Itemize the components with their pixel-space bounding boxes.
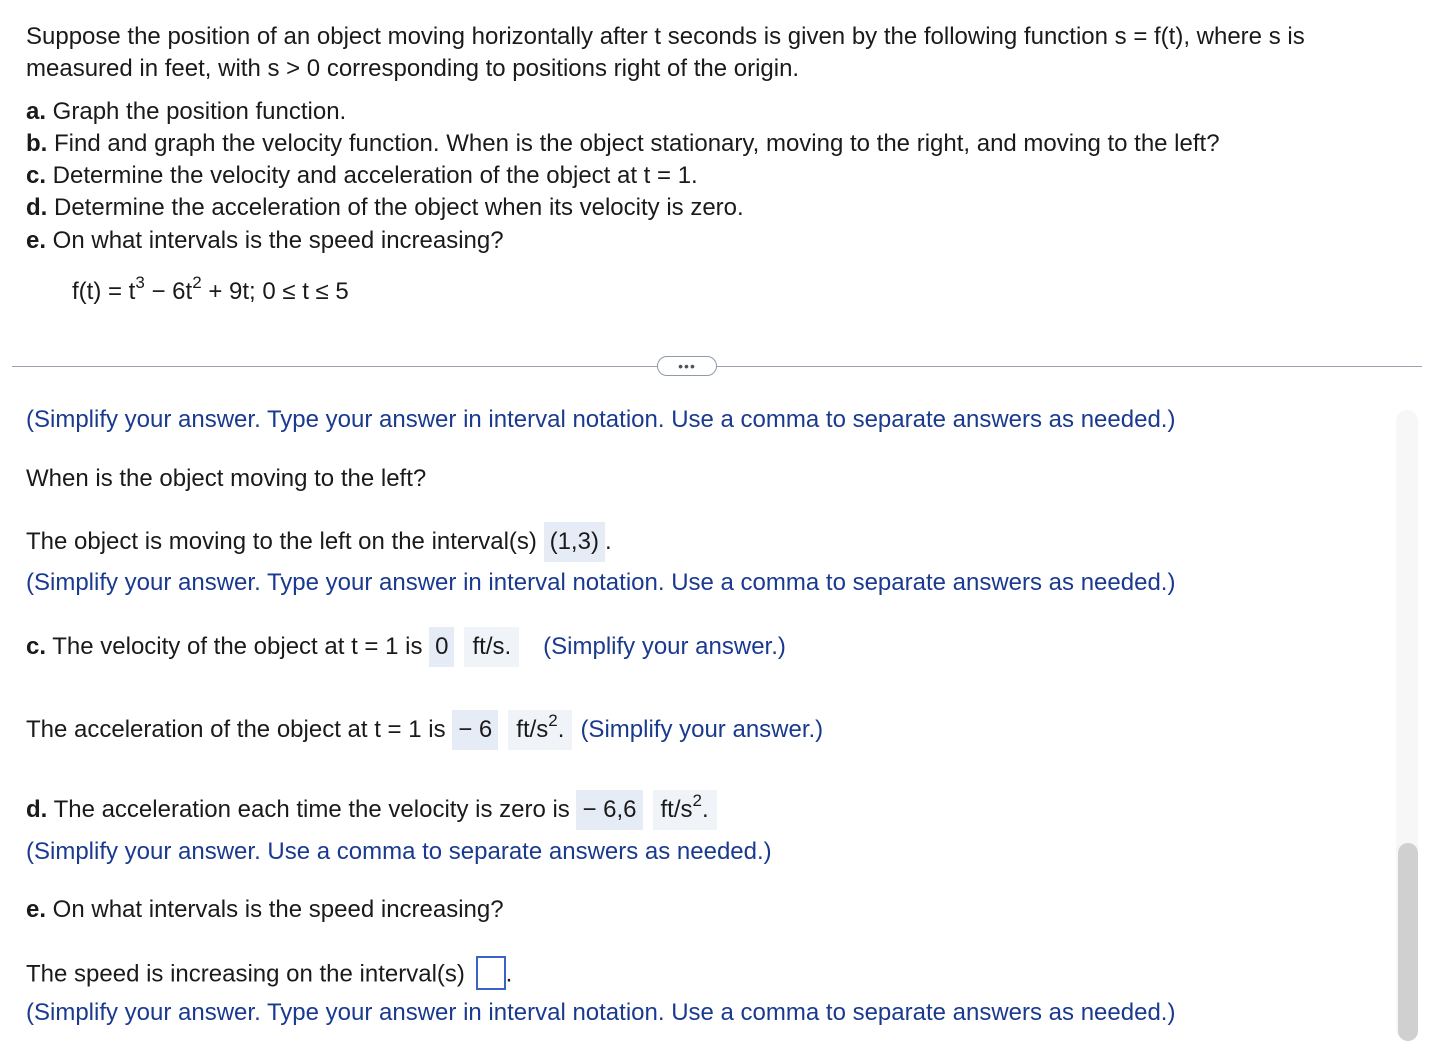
more-button[interactable]: ••• [657,356,717,376]
left-answer-field[interactable]: (1,3) [544,522,605,562]
function-exponent-2: 2 [192,273,202,292]
part-e-text: On what intervals is the speed increasing? [46,227,504,254]
zero-velocity-unit-exponent: 2 [692,791,702,810]
part-e [26,225,504,257]
zero-velocity-acceleration-line [26,790,717,830]
part-c-label: c. [26,162,47,189]
section-divider [12,366,1422,367]
hint-interval-notation-3: (Simplify your answer. Type your answer in interval notation. Use a comma to separate answers as needed.) [26,999,1176,1026]
velocity-answer-field[interactable]: 0 [429,627,454,667]
part-e-answer-label: e. [26,896,47,923]
part-a [26,96,346,128]
acceleration-unit-end: . [557,716,565,743]
zero-velocity-prefix: The acceleration each time the velocity is zero is [47,796,577,823]
part-c-answer-label: c. [26,633,47,660]
part-e-question-text: On what intervals is the speed increasing? [46,896,504,923]
part-b-label: b. [26,130,48,157]
function-suffix: + 9t; 0 ≤ t ≤ 5 [201,278,349,305]
acceleration-unit-exponent: 2 [548,711,558,730]
zero-velocity-acceleration-field[interactable]: − 6,6 [576,790,642,830]
zero-velocity-unit-end: . [702,796,709,823]
zero-velocity-unit-base: ft/s [660,796,693,823]
acceleration-answer-line [26,710,823,750]
speed-answer-line [26,958,512,992]
part-c [26,160,698,192]
function-definition [72,273,349,308]
left-question: When is the object moving to the left? [26,465,427,492]
function-prefix: f(t) = t [72,278,136,305]
part-d-text: Determine the acceleration of the object when its velocity is zero. [47,194,744,221]
part-e-question [26,894,504,926]
problem-intro-line1: Suppose the position of an object moving horizontally after t seconds is given by the following function s = f(t), where s is [26,23,1305,50]
scrollbar-thumb[interactable] [1398,843,1418,1041]
function-middle: − 6t [144,278,193,305]
left-answer-line [26,522,612,562]
part-d-answer-label: d. [26,796,48,823]
velocity-hint: (Simplify your answer.) [543,633,786,660]
part-c-text: Determine the velocity and acceleration of the object at t = 1. [46,162,698,189]
velocity-answer-line [26,627,786,667]
acceleration-answer-field[interactable]: − 6 [452,710,498,750]
acceleration-unit-base: ft/s [516,716,549,743]
hint-interval-notation-1: (Simplify your answer. Type your answer in interval notation. Use a comma to separate answers as needed.) [26,406,1176,433]
zero-velocity-acceleration-unit [653,790,717,830]
problem-intro-line2: measured in feet, with s > 0 corresponding to positions right of the origin. [26,55,800,82]
part-a-label: a. [26,98,47,125]
part-a-text: Graph the position function. [46,98,347,125]
left-answer-suffix: . [604,528,612,555]
part-d [26,192,744,224]
function-exponent-3: 3 [135,273,145,292]
part-d-label: d. [26,194,48,221]
part-e-label: e. [26,227,47,254]
acceleration-hint: (Simplify your answer.) [580,716,824,743]
part-b-text: Find and graph the velocity function. When is the object stationary, moving to the right, and moving to the left? [47,130,1220,157]
velocity-prefix: The velocity of the object at t = 1 is [46,633,430,660]
zero-velocity-hint: (Simplify your answer. Use a comma to separate answers as needed.) [26,838,772,865]
acceleration-prefix: The acceleration of the object at t = 1 is [26,716,453,743]
speed-suffix: . [505,960,513,988]
left-answer-prefix: The object is moving to the left on the interval(s) [26,528,544,555]
hint-interval-notation-2: (Simplify your answer. Type your answer in interval notation. Use a comma to separate answers as needed.) [26,569,1176,596]
acceleration-unit [508,710,572,750]
speed-prefix: The speed is increasing on the interval(s) [26,960,472,988]
velocity-unit: ft/s. [464,627,519,667]
speed-interval-input[interactable] [476,956,506,990]
part-b [26,128,1220,160]
